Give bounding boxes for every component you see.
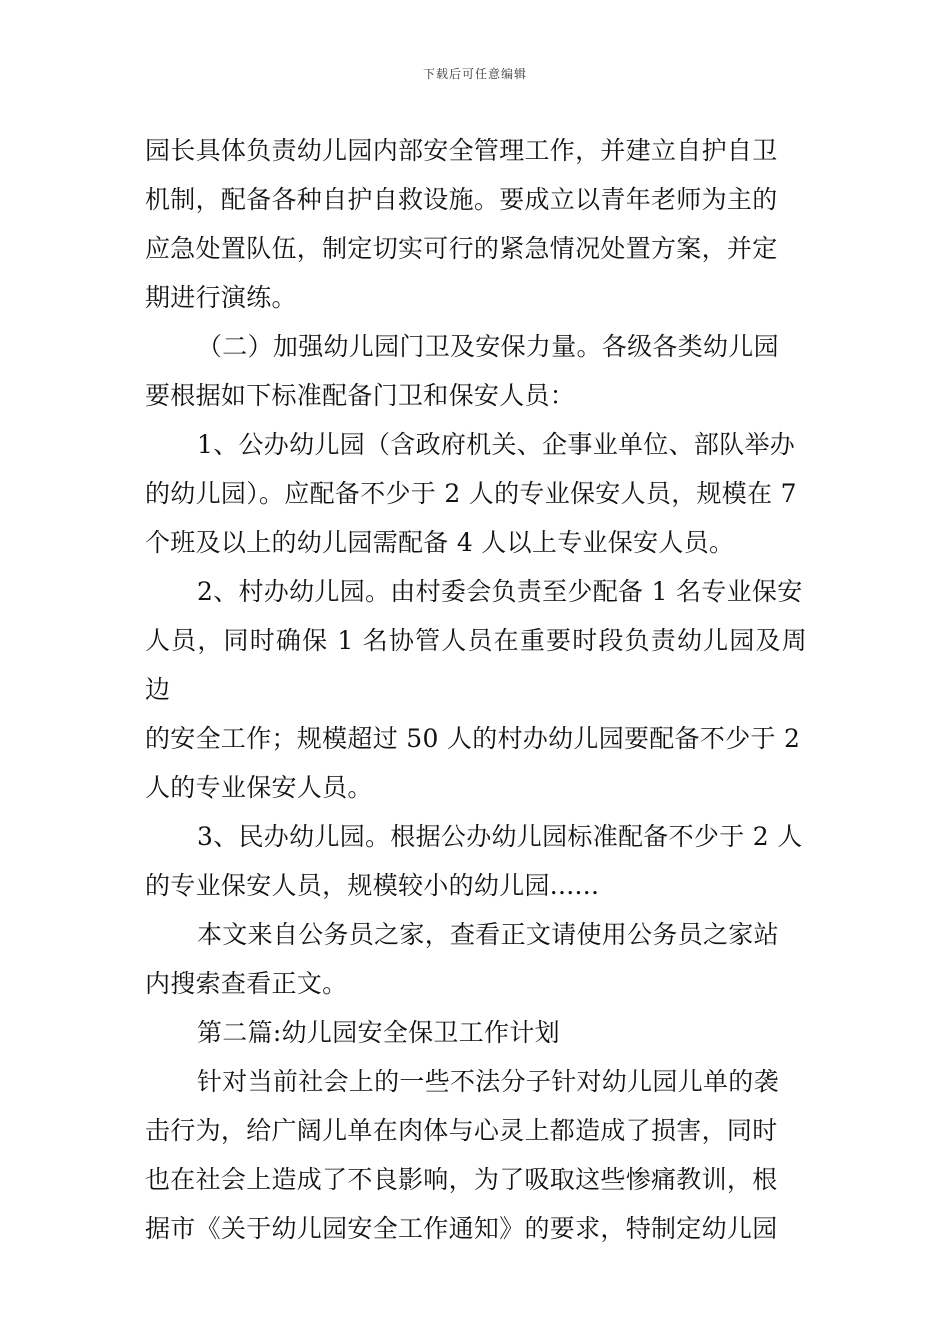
text-line: 个班及以上的幼儿园需配备 4 人以上专业保安人员。 [145, 528, 735, 557]
text-line: 人的专业保安人员。 [145, 773, 373, 802]
text-line: 人员，同时确保 1 名协管人员在重要时段负责幼儿园及周边 [145, 626, 807, 704]
paragraph-public-kindergarten [145, 420, 807, 567]
paragraph-plan-intro [145, 1057, 807, 1253]
text-line: 应急处置队伍，制定切实可行的紧急情况处置方案，并定 [145, 234, 778, 263]
text-line: 3、民办幼儿园。根据公办幼儿园标准配备不少于 2 人 [197, 822, 803, 851]
text-line: 要根据如下标准配备门卫和保安人员： [145, 381, 576, 410]
text-line: 1、公办幼儿园（含政府机关、企事业单位、部队举办 [197, 430, 796, 459]
text-line: 的安全工作；规模超过 50 人的村办幼儿园要配备不少于 2 [145, 724, 801, 753]
text-line: 2、村办幼儿园。由村委会负责至少配备 1 名专业保安 [197, 577, 803, 606]
text-line: （二）加强幼儿园门卫及安保力量。各级各类幼儿园 [197, 332, 779, 361]
text-line: 的幼儿园）。应配备不少于 2 人的专业保安人员，规模在 7 [145, 479, 797, 508]
text-line: 也在社会上造成了不良影响，为了吸取这些惨痛教训，根 [145, 1165, 778, 1194]
text-line: 机制，配备各种自护自救设施。要成立以青年老师为主的 [145, 185, 778, 214]
paragraph-source-note [145, 910, 807, 1008]
paragraph-private-kindergarten [145, 812, 807, 910]
paragraph-guard-strength [145, 322, 807, 420]
text-line: 的专业保安人员，规模较小的幼儿园...... [145, 871, 600, 900]
text-line: 期进行演练。 [145, 283, 297, 312]
page-header-note: 下载后可任意编辑 [422, 67, 527, 81]
section-title-part-two [145, 1008, 807, 1057]
paragraph-security-management [145, 126, 807, 322]
text-line: 园长具体负责幼儿园内部安全管理工作，并建立自护自卫 [145, 136, 778, 165]
text-line: 据市《关于幼儿园安全工作通知》的要求，特制定幼儿园 [145, 1214, 778, 1243]
paragraph-village-kindergarten [145, 567, 807, 812]
text-line: 第二篇:幼儿园安全保卫工作计划 [197, 1018, 560, 1047]
text-line: 针对当前社会上的一些不法分子针对幼儿园儿单的袭 [197, 1067, 779, 1096]
text-line: 本文来自公务员之家，查看正文请使用公务员之家站 [197, 920, 779, 949]
document-body [145, 126, 807, 1253]
text-line: 击行为，给广阔儿单在肉体与心灵上都造成了损害，同时 [145, 1116, 778, 1145]
text-line: 内搜索查看正文。 [145, 969, 348, 998]
